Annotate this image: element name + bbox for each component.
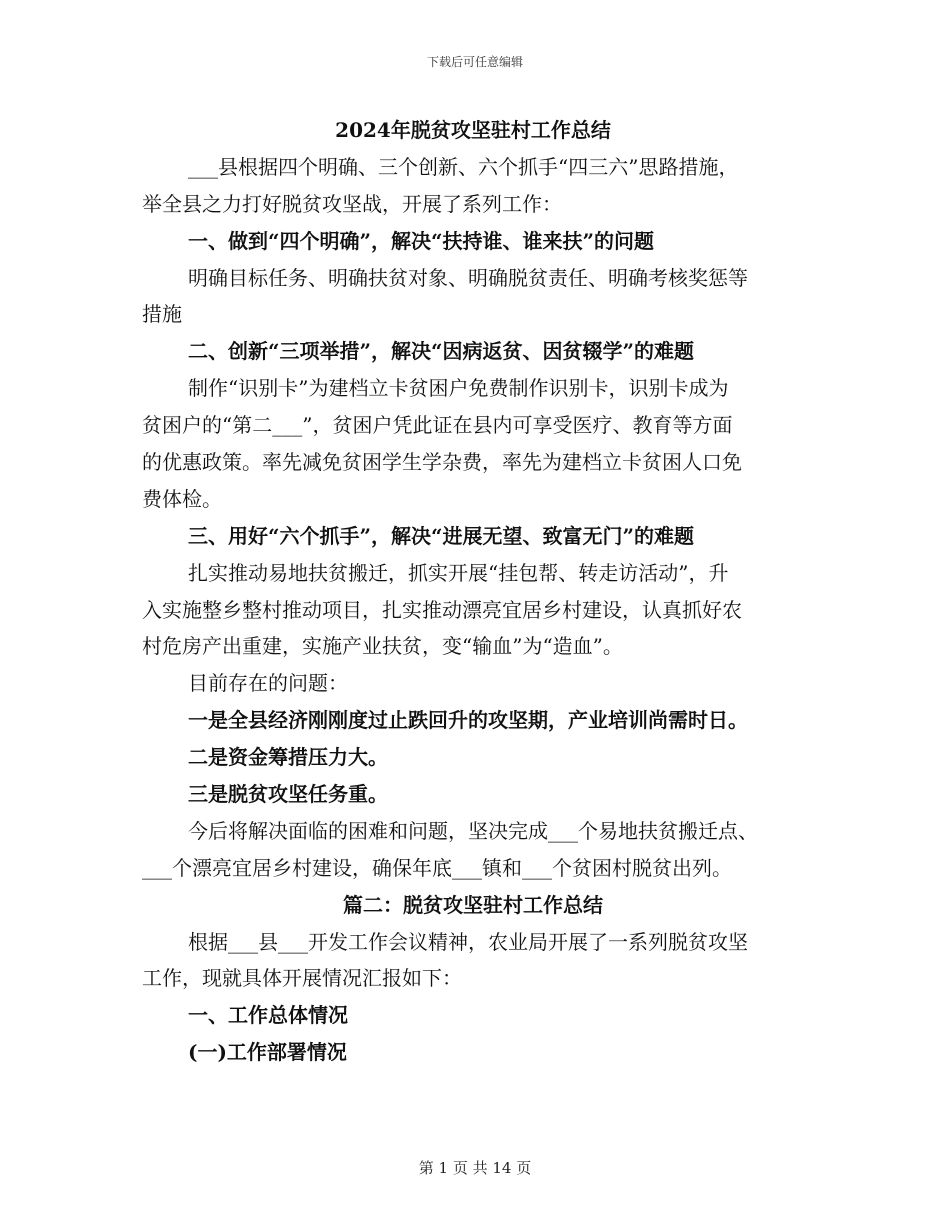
text-line: 二、创新“三项举措”，解决“因病返贫、因贫辍学”的难题: [188, 339, 695, 364]
section-title: 篇二：脱贫攻坚驻村工作总结: [343, 892, 603, 917]
header-note: 下载后可任意编辑: [426, 55, 523, 69]
document-title: 2024年脱贫攻坚驻村工作总结: [335, 118, 611, 142]
text-line: 一是全县经济刚刚度过止跌回升的攻坚期，产业培训尚需时日。: [188, 708, 748, 733]
text-line: 措施: [142, 302, 182, 327]
text-line: 入实施整乡整村推动项目，扎实推动漂亮宜居乡村建设，认真抓好农: [142, 597, 742, 622]
text-line: (一)工作部署情况: [188, 1040, 347, 1065]
text-line: 的优惠政策。率先减免贫困学生学杂费，率先为建档立卡贫困人口免: [142, 450, 742, 475]
text-line: 村危房产出重建，实施产业扶贫，变“输血”为“造血”。: [142, 634, 623, 659]
text-line: 二是资金筹措压力大。: [188, 745, 388, 770]
text-line: ___县根据四个明确、三个创新、六个抓手“四三六”思路措施，: [188, 154, 739, 179]
text-line: 三是脱贫攻坚任务重。: [188, 782, 388, 807]
text-line: 贫困户的“第二___”，贫困户凭此证在县内可享受医疗、教育等方面: [142, 413, 733, 438]
text-line: 工作，现就具体开展情况汇报如下：: [142, 966, 462, 991]
text-line: ___个漂亮宜居乡村建设，确保年底___镇和___个贫困村脱贫出列。: [142, 855, 732, 880]
text-line: 费体检。: [142, 486, 222, 511]
text-line: 三、用好“六个抓手”，解决“进展无望、致富无门”的难题: [188, 523, 695, 548]
page-footer: 第 1 页 共 14 页: [418, 1159, 532, 1177]
text-line: 明确目标任务、明确扶贫对象、明确脱贫责任、明确考核奖惩等: [188, 265, 748, 290]
text-line: 扎实推动易地扶贫搬迁，抓实开展“挂包帮、转走访活动”，升: [188, 560, 729, 585]
text-line: 举全县之力打好脱贫攻坚战，开展了系列工作：: [142, 191, 562, 216]
text-line: 制作“识别卡”为建档立卡贫困户免费制作识别卡，识别卡成为: [188, 376, 729, 401]
text-line: 根据___县___开发工作会议精神，农业局开展了一系列脱贫攻坚: [188, 929, 748, 954]
text-line: 目前存在的问题：: [188, 671, 348, 696]
paragraph-lines: [142, 149, 804, 1071]
text-line: 一、工作总体情况: [188, 1003, 348, 1028]
document-body: [142, 112, 804, 1071]
text-line: 一、做到“四个明确”，解决“扶持谁、谁来扶”的问题: [188, 228, 655, 253]
text-line: 今后将解决面临的困难和问题，坚决完成___个易地扶贫搬迁点、: [188, 818, 758, 843]
